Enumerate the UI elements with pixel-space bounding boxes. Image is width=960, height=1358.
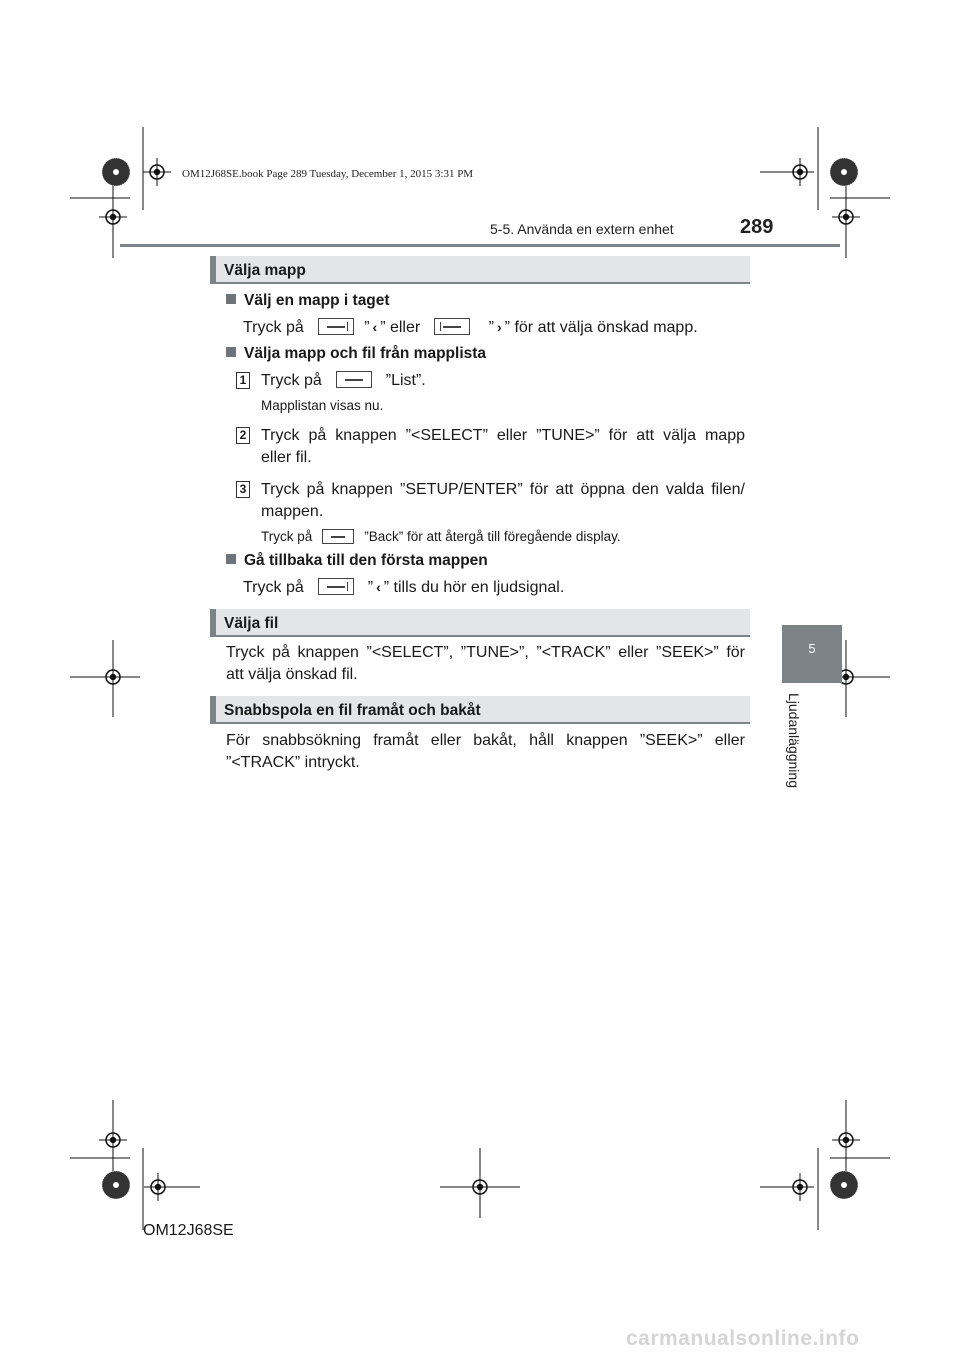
section-title: 5-5. Använda en extern enhet [490, 221, 674, 237]
note-mapplistan: Mapplistan visas nu. [261, 398, 384, 413]
chapter-tab [782, 625, 842, 683]
header-rule [120, 244, 840, 247]
subheading-ga-tillbaka: Gå tillbaka till den första mappen [226, 552, 488, 570]
folder-down-button-icon [318, 318, 354, 335]
step-number-3: 3 [236, 481, 250, 498]
heading-valja-mapp: Välja mapp [210, 256, 750, 284]
chapter-label: Ljudanläggning [786, 693, 802, 788]
list-button-icon [336, 371, 372, 388]
chevron-left-icon: ‹ [372, 319, 378, 335]
step-1-text: Tryck på ”List”. [261, 372, 426, 389]
step-number-2: 2 [236, 427, 250, 444]
footer-code: OM12J68SE [143, 1222, 234, 1239]
valja-fil-line1: Tryck på knappen ”<SELECT”, ”TUNE>”, ”<TRACK” eller ”SEEK>” för [226, 644, 745, 661]
instruction-valj-en-mapp: Tryck på ” ‹ ” eller ” › ” för att välja önskad mapp. [243, 316, 698, 339]
subheading-valj-en-mapp: Välj en mapp i taget [226, 292, 390, 310]
snabbspola-line1: För snabbsökning framåt eller bakåt, håll knappen ”SEEK>” eller [226, 732, 745, 749]
heading-valja-fil: Välja fil [210, 609, 750, 637]
snabbspola-line2: ”<TRACK” intryckt. [226, 754, 360, 771]
instruction-ga-tillbaka: Tryck på ” ‹ ” tills du hör en ljudsignal. [243, 576, 564, 599]
step-3-line2: mappen. [261, 503, 324, 520]
heading-snabbspola: Snabbspola en fil framåt och bakåt [210, 696, 750, 724]
subheading-mapplista: Välja mapp och fil från mapplista [226, 345, 486, 363]
chapter-number: 5 [808, 641, 816, 656]
square-bullet-icon [226, 554, 236, 564]
watermark: carmanualsonline.info [626, 1327, 860, 1350]
step-3-line1: Tryck på knappen ”SETUP/ENTER” för att öppna den valda filen/ [261, 481, 745, 498]
step-number-1: 1 [236, 372, 250, 389]
note-back: Tryck på ”Back” för att återgå till föregående display. [261, 529, 621, 544]
valja-fil-line2: att välja önskad fil. [226, 666, 358, 683]
step-2-line2: eller fil. [261, 449, 312, 466]
square-bullet-icon [226, 347, 236, 357]
back-button-icon [322, 529, 354, 544]
step-2-line1: Tryck på knappen ”<SELECT” eller ”TUNE>” för att välja mapp [261, 427, 745, 444]
folder-down-button-icon [318, 578, 354, 595]
folder-up-button-icon [434, 318, 470, 335]
square-bullet-icon [226, 294, 236, 304]
star-mark-icon [102, 158, 130, 186]
page-number: 289 [740, 216, 774, 238]
chevron-right-icon: › [497, 319, 502, 335]
book-info: OM12J68SE.book Page 289 Tuesday, December 1, 2015 3:31 PM [182, 168, 474, 180]
chevron-left-icon: ‹ [376, 579, 381, 595]
